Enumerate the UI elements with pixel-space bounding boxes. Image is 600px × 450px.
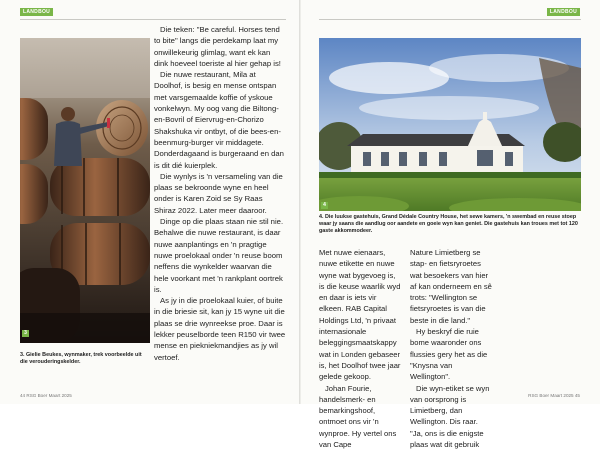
paragraph: Nature Limietberg se stap- en fietsryroetes wat besoekers van hier af kan onderneem en sê trots: "Wellington se fietsryroetes is van die beste in die land.": [410, 248, 492, 325]
photo-caption-right: 4. Die luukse gastehuis, Grand Dédale Country House, het sewe kamers, 'n swembad en reuse stoep waar jy saans die aandlug oor aandete en goeie wyn kan geniet. Die gastehuis kan troues met tot 120 gaste akkommodeer.: [319, 214, 578, 234]
article-column-1: [319, 247, 401, 450]
photo-number-badge: 3: [22, 330, 29, 337]
page-folio-left: 44 RSG Boer Maart 2025: [20, 393, 72, 398]
paragraph: Met nuwe eienaars, nuwe etikette en nuwe wyne wat bygevoeg is, is die keuse waarlik wyd en daar is iets vir elkeen. RAB Capital Holdings Ltd, 'n privaat internasionale beleggingsmaatskappy wat in Londen gebaseer is, het Doolhof twee jaar gelede gekoop.: [319, 248, 401, 382]
header-rule-left: [20, 19, 286, 20]
paragraph: Die wynlys is 'n versameling van die plaas se bekroonde wyne en heel onder is Karen Zoid se Sy Raas Shiraz 2022. Later meer daaroor.: [154, 171, 283, 215]
cellar-photo: [20, 38, 150, 343]
paragraph: Johan Fourie, handelsmerk- en bemarkingshoof, ontmoet ons vir 'n wynproe. Hy vertel ons van Cape: [319, 383, 397, 450]
photo-number-badge: 4: [321, 202, 328, 209]
paragraph: Die teken: "Be careful. Horses tend to bite" langs die perdekamp laat my onwillekeurig glimlag, want ek kan dink hoeveel toeriste al hier gehap is!: [154, 25, 281, 68]
photo-caption-left: 3. Gielie Beukes, wynmaker, trek voorbeelde uit die verouderingskelder.: [20, 352, 142, 365]
section-tag-left: LANDBOU: [20, 8, 53, 16]
page-folio-right: RSG Boer Maart 2025 45: [528, 393, 580, 398]
paragraph: Hy beskryf die ruie bome waaronder ons flussies gery het as die "Knysna van Wellington".: [410, 327, 488, 382]
section-tag-right: LANDBOU: [547, 8, 580, 16]
paragraph: Dinge op die plaas staan nie stil nie. Behalwe die nuwe restaurant, is daar nuwe aanplantings en 'n pragtige nuwe proelokaal onder 'n reuse boom neffens die wynkelder waarvan die hele voorkant met 'n rankplant oortrek is.: [154, 217, 284, 294]
paragraph: Die wyn-etiket se wyn van oorsprong is Limietberg, dan Wellington. Dis raar. "Ja, ons is die enigste plaas wat dit gebruik: [410, 383, 490, 450]
paragraph: As jy in die proelokaal kuier, of buite in die briesie sit, kan jy 15 wyne uit die plaas se drie wynreekse proe. Daar is lekker peuselborde teen R150 vir twee mense en piekniekmandjies as jy wil vertoef.: [154, 296, 286, 362]
article-column-2: [410, 247, 492, 450]
header-rule-right: [319, 19, 581, 20]
article-text-left: [154, 24, 286, 363]
gastehuis-photo: [319, 38, 581, 211]
paragraph: Die nuwe restaurant, Mila at Doolhof, is besig en mense ontspan met varsgemaalde koffie of yskoue vonkelwyn. My oog vang die Biltong-en-Bovril of Eiervrug-en-Chorizo Shakshuka vir ontbyt, of die bees-en-beenmurg-burger vir middagete. Donderdagaand is burgeraand en dan is dit dié kuierplek.: [154, 70, 284, 170]
